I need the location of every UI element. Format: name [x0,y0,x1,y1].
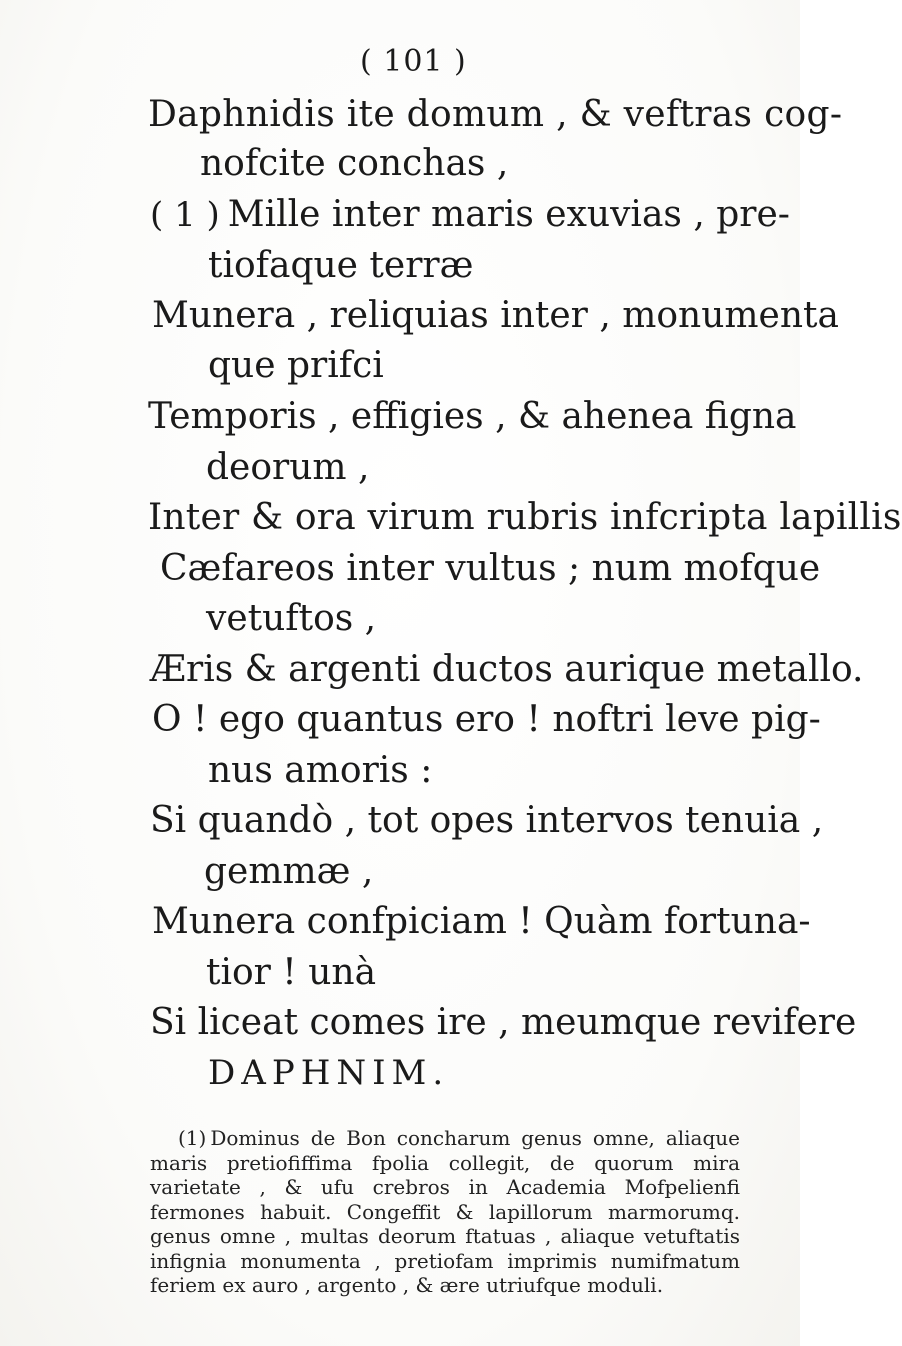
footnote [150,1126,740,1298]
poem-line: Munera , reliquias inter , monumenta [152,295,839,336]
page-number: ( 101 ) [360,44,467,79]
poem-line: vetuftos , [206,598,377,639]
poem-line: tiofaque terræ [208,245,474,286]
poem-line [150,194,790,235]
poem-line: O ! ego quantus ero ! noftri leve pig- [152,699,821,740]
poem-line: deorum , [206,447,370,488]
poem-line: que prifci [208,345,384,386]
poem-line: tior ! unà [206,952,377,993]
poem-line-text: Mille inter maris exuvias , pre- [227,194,790,235]
poem-line: Daphnidis ite domum , & veftras cog- [148,94,843,135]
footnote-text: Dominus de Bon concharum genus omne, aliaque maris pretiofiffima fpolia collegit, de quorum mira varietate , & ufu crebros in Academia Mofpelienfi fermones habuit. Congeffit & lapillorum marmorumq. genus omne , multas deorum ftatuas , aliaque vetuftatis infignia monumenta , pretiofam imprimis numifmatum feriem ex auro , argento , & ære utriufque moduli. [150,1126,740,1297]
footnote-reference: ( 1 ) [150,195,220,235]
poem-signature: DAPHNIM. [208,1053,450,1093]
poem-line: Æris & argenti ductos aurique metallo. [150,649,864,690]
poem-line: Inter & ora virum rubris infcripta lapillis [148,497,902,538]
poem-line: Munera confpiciam ! Quàm fortuna- [152,901,811,942]
poem-line: nofcite conchas , [200,143,509,184]
poem-line: Temporis , effigies , & ahenea figna [148,396,797,437]
poem-line: Si quandò , tot opes intervos tenuia , [150,800,824,841]
poem-line: nus amoris : [208,750,433,791]
poem-line: Si liceat comes ire , meumque revifere [150,1002,857,1043]
footnote-marker: (1) [178,1126,207,1150]
poem-line: Cæfareos inter vultus ; num mofque [160,548,821,589]
poem-line: gemmæ , [204,851,374,892]
